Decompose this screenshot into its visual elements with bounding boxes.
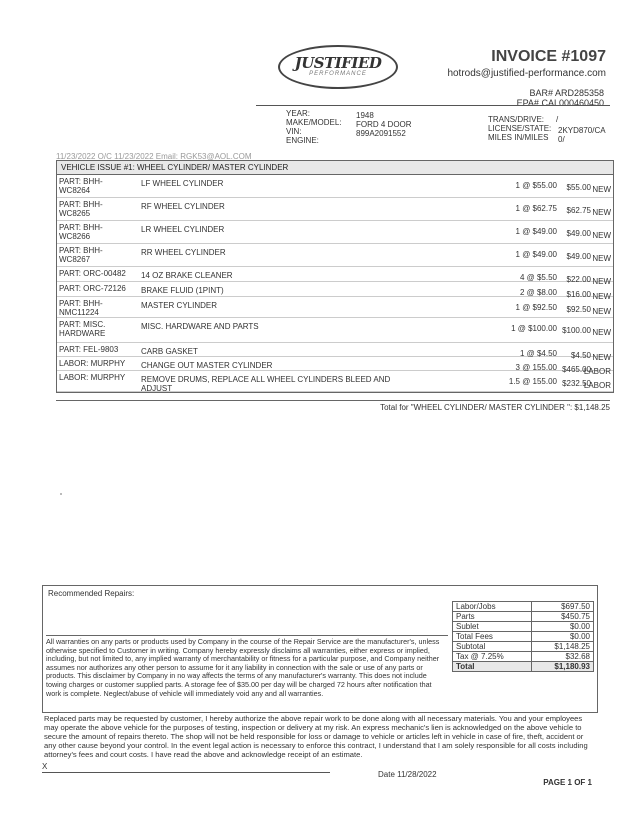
signature-mark: X	[42, 762, 48, 771]
summary-row	[453, 612, 594, 622]
issue-row-amount: $49.00	[566, 252, 591, 261]
issue-row-status: LABOR	[583, 367, 611, 376]
issue-row-part: PART: FEL-9803	[59, 345, 119, 354]
issue-row-quantity: 4 @ $5.50	[519, 273, 557, 282]
issue-row	[57, 357, 613, 376]
issue-row-quantity: 3 @ 155.00	[515, 363, 557, 372]
issue-row	[57, 244, 613, 267]
issue-row-description: LF WHEEL CYLINDER	[141, 179, 224, 188]
invoice-title: INVOICE #1097	[491, 48, 606, 65]
engine-label: ENGINE:	[286, 136, 319, 145]
issue-row-description: MASTER CYLINDER	[141, 301, 218, 310]
issue-row-status: NEW	[592, 254, 611, 263]
issue-row-quantity: 1 @ $100.00	[511, 324, 557, 333]
invoice-date: Date 11/28/2022	[378, 770, 437, 779]
page-number: PAGE 1 OF 1	[543, 778, 592, 787]
summary-value: $0.00	[532, 622, 594, 632]
issue-row-description: MISC. HARDWARE AND PARTS	[141, 322, 259, 331]
issue-row-quantity: 1 @ $49.00	[515, 250, 557, 259]
issue-row-part: PART: ORC-72126	[59, 284, 126, 293]
authorization-text: Replaced parts may be requested by customer, I hereby authorize the above repair work to be done along with all necessary materials. You and your employees may operate the above vehicle for the purposes of testing, inspection or delivery at my risk. An express mechanic's lien is acknowledged on the above vehicle to secure the amount of repairs thereto. The shop will not be held responsible for loss or damage to vehicle or articles left in vehicle in case of fire, theft, accident or any other cause beyond your control. In the event legal action is necessary to enforce this contract, I understand that I am solely responsible for all costs including attorney's fees and court costs. I have read the above and acknowledge receipt of an estimate.	[44, 714, 588, 759]
issue-row-quantity: 1 @ $4.50	[519, 349, 557, 358]
issue-row-quantity: 1.5 @ 155.00	[508, 377, 557, 386]
recommended-repairs-label: Recommended Repairs:	[48, 589, 135, 598]
issue-row	[57, 282, 613, 301]
summary-row	[453, 632, 594, 642]
summary-value: $450.75	[532, 612, 594, 622]
vehicle-issue-heading: VEHICLE ISSUE #1: WHEEL CYLINDER/ MASTER CYLINDER	[57, 161, 613, 175]
issue-row	[57, 267, 613, 286]
summary-label: Total	[453, 662, 532, 672]
issue-row-amount: $92.50	[566, 305, 591, 314]
issue-row-amount: $49.00	[566, 229, 591, 238]
summary-value: $32.68	[532, 652, 594, 662]
issue-row-status: NEW	[592, 231, 611, 240]
license-label: LICENSE/STATE:	[488, 124, 552, 133]
summary-row	[453, 662, 594, 672]
vin-label: VIN:	[286, 127, 302, 136]
summary-value: $0.00	[532, 632, 594, 642]
issue-row-quantity: 2 @ $8.00	[519, 288, 557, 297]
issue-row-description: 14 OZ BRAKE CLEANER	[141, 271, 233, 280]
issue-row-part: PART: MISC. HARDWARE	[59, 320, 106, 338]
issue-row-part: PART: BHH-WC8267	[59, 246, 103, 264]
summary-value: $1,148.25	[532, 642, 594, 652]
issue-row-status: NEW	[592, 185, 611, 194]
summary-row	[453, 602, 594, 612]
scan-speck	[60, 493, 62, 495]
issue-row-status: NEW	[592, 307, 611, 316]
issue-row-description: RR WHEEL CYLINDER	[141, 248, 226, 257]
issue-row	[57, 175, 613, 198]
make-value: FORD 4 DOOR	[356, 120, 412, 129]
issue-row-status: NEW	[592, 328, 611, 337]
issue-row-quantity: 1 @ $55.00	[515, 181, 557, 190]
issue-row-part: PART: BHH-WC8265	[59, 200, 103, 218]
issue-row-quantity: 1 @ $49.00	[515, 227, 557, 236]
issue-row-quantity: 1 @ $62.75	[515, 204, 557, 213]
summary-label: Subtotal	[453, 642, 532, 652]
issue-row-amount: $16.00	[566, 290, 591, 299]
company-email: hotrods@justified-performance.com	[447, 68, 606, 79]
issue-row	[57, 221, 613, 244]
summary-value: $1,180.93	[532, 662, 594, 672]
totals-summary	[452, 601, 594, 672]
issue-row-part: PART: ORC-00482	[59, 269, 126, 278]
issue-row-part: PART: BHH-NMC11224	[59, 299, 103, 317]
year-value: 1948	[356, 111, 374, 120]
issue-row	[57, 343, 613, 362]
issue-row-status: NEW	[592, 208, 611, 217]
issue-row-part: PART: BHH-WC8264	[59, 177, 103, 195]
issue-row-status: NEW	[592, 353, 611, 362]
vin-value: 899A2091552	[356, 129, 406, 138]
issue-row-description: RF WHEEL CYLINDER	[141, 202, 225, 211]
summary-label: Labor/Jobs	[453, 602, 532, 612]
issue-row-amount: $465.00	[562, 365, 591, 374]
logo-sub-text: PERFORMANCE	[309, 71, 367, 77]
summary-value: $697.50	[532, 602, 594, 612]
license-value: 2KYD870/CA	[558, 126, 606, 135]
warranty-text: All warranties on any parts or products used by Company in the course of the Repair Service are the manufacturer's, unless otherwise specified to Customer in writing. Company hereby expressly disclaims all warranties, either express or implied, including, but not limited to, any implied warranty of merchantability or fitness for a particular purpose, and Company neither assumes nor authorizes any other person to assume for it any liability in connection with the sale or use of any parts or products. This disclaimer by Company in no way affects the terms of any manufacturer's warranty. This does not include towing charges or customer supplied parts. A storage fee of $35.00 per day will be charged 72 hours after notification that work is complete. Neglect/abuse of vehicle will immediately void any and all warranties.	[46, 635, 448, 698]
miles-value: 0/	[558, 135, 565, 144]
summary-row	[453, 642, 594, 652]
issue-row-status: NEW	[592, 292, 611, 301]
summary-label: Total Fees	[453, 632, 532, 642]
customer-contact-line: 11/23/2022 O/C 11/23/2022 Email: RGK53@AOL.COM	[56, 152, 252, 161]
bar-number: BAR# ARD285358	[529, 88, 604, 98]
logo-main-text: JUSTIFIED	[294, 54, 382, 72]
issue-row	[57, 198, 613, 221]
issue-row-description: LR WHEEL CYLINDER	[141, 225, 225, 234]
issue-row-description: CARB GASKET	[141, 347, 198, 356]
issue-row-status: LABOR	[583, 381, 611, 390]
issue-row-amount: $4.50	[570, 351, 591, 360]
signature-line[interactable]	[42, 760, 330, 773]
issue-row	[57, 318, 613, 343]
trans-label: TRANS/DRIVE:	[488, 115, 545, 124]
issue-row-amount: $100.00	[562, 326, 591, 335]
issue-total: Total for "WHEEL CYLINDER/ MASTER CYLINDER ": $1,148.25	[380, 403, 610, 412]
issue-total-line	[56, 400, 610, 415]
issue-row-part: LABOR: MURPHY	[59, 373, 126, 382]
summary-label: Parts	[453, 612, 532, 622]
issue-row-description: BRAKE FLUID (1PINT)	[141, 286, 224, 295]
vehicle-info	[256, 105, 610, 152]
trans-value: /	[556, 115, 559, 124]
issue-row-amount: $55.00	[566, 183, 591, 192]
issue-row-amount: $232.50	[562, 379, 591, 388]
issue-row-description: CHANGE OUT MASTER CYLINDER	[141, 361, 273, 370]
epa-number: EPA# CAL000460450	[516, 98, 604, 108]
vehicle-issue-table	[56, 160, 614, 393]
make-label: MAKE/MODEL:	[286, 118, 342, 127]
summary-row	[453, 652, 594, 662]
year-label: YEAR:	[286, 109, 311, 118]
issue-row-quantity: 1 @ $92.50	[515, 303, 557, 312]
summary-label: Tax @ 7.25%	[453, 652, 532, 662]
issue-row-part: LABOR: MURPHY	[59, 359, 126, 368]
miles-label: MILES IN/MILES	[488, 133, 549, 142]
issue-row-status: NEW	[592, 277, 611, 286]
company-logo	[278, 45, 398, 89]
issue-row-amount: $62.75	[566, 206, 591, 215]
issue-row	[57, 371, 613, 392]
summary-row	[453, 622, 594, 632]
issue-row	[57, 297, 613, 318]
issue-row-part: PART: BHH-WC8266	[59, 223, 103, 241]
issue-row-description: REMOVE DRUMS, REPLACE ALL WHEEL CYLINDERS BLEED AND ADJUST	[141, 375, 391, 393]
issue-row-amount: $22.00	[566, 275, 591, 284]
summary-label: Sublet	[453, 622, 532, 632]
